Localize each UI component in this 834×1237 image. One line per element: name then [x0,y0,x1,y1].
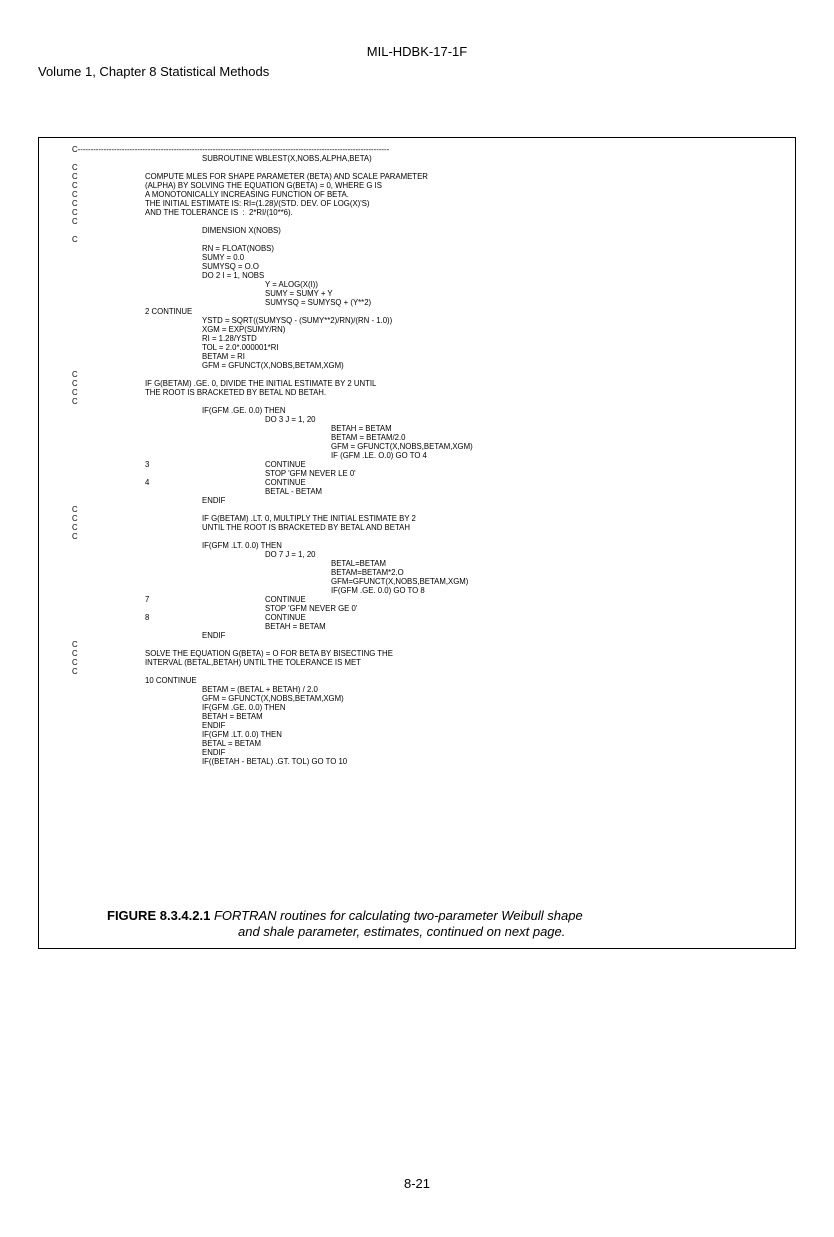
code-line-text: IF G(BETAM) .GE. 0, DIVIDE THE INITIAL ESTIMATE BY 2 UNTIL [145,379,377,388]
code-line: SUMY = 0.0 [202,253,245,262]
code-line: SUMY = SUMY + Y [265,289,333,298]
code-line: 2 CONTINUE [145,307,193,316]
code-line: IF(GFM .GE. 0.0) GO TO 8 [331,586,425,595]
code-line: C [72,667,78,676]
code-line: BETAH = BETAM [331,424,392,433]
code-line: GFM=GFUNCT(X,NOBS,BETAM,XGM) [331,577,469,586]
code-line: ENDIF [202,496,226,505]
code-line-text: A MONOTONICALLY INCREASING FUNCTION OF BETA. [145,190,349,199]
code-line: 7 [145,595,150,604]
code-line-text: CONTINUE [265,595,306,604]
code-line: GFM = GFUNCT(X,NOBS,BETAM,XGM) [202,694,344,703]
code-line: ENDIF [202,721,226,730]
code-line-text: (ALPHA) BY SOLVING THE EQUATION G(BETA) = 0, WHERE G IS [145,181,382,190]
code-line: TOL = 2.0*.000001*RI [202,343,279,352]
code-line: C [72,379,78,388]
code-line: C [72,181,78,190]
figure-caption-line-1: FORTRAN routines for calculating two-parameter Weibull shape [213,908,583,923]
code-line: 10 CONTINUE [145,676,197,685]
code-line: STOP 'GFM NEVER LE 0' [265,469,356,478]
fortran-code-listing [39,138,795,948]
code-line: DO 7 J = 1, 20 [265,550,316,559]
code-line: IF(GFM .GE. 0.0) THEN [202,406,286,415]
code-line: IF(GFM .LT. 0.0) THEN [202,541,282,550]
code-line: C [72,532,78,541]
code-line: C [72,658,78,667]
code-line: IF (GFM .LE. O.0) GO TO 4 [331,451,427,460]
code-line-text: COMPUTE MLES FOR SHAPE PARAMETER (BETA) AND SCALE PARAMETER [145,172,428,181]
code-line: C [72,190,78,199]
code-line: SUMYSQ = SUMYSQ + (Y**2) [265,298,372,307]
code-line: 3 [145,460,150,469]
code-line-text: CONTINUE [265,478,306,487]
code-line: C [72,172,78,181]
code-line: RI = 1.28/YSTD [202,334,257,343]
code-line: BETAH = BETAM [202,712,263,721]
code-line: BETAL = BETAM [202,739,261,748]
code-line: ENDIF [202,748,226,757]
document-id: MIL-HDBK-17-1F [366,44,468,59]
code-line: C [72,523,78,532]
code-line: IF(GFM .GE. 0.0) THEN [202,703,286,712]
code-line: BETAH = BETAM [265,622,326,631]
code-line: C [72,199,78,208]
figure-caption [107,908,583,939]
code-line: C [72,370,78,379]
code-line: DO 3 J = 1, 20 [265,415,316,424]
code-line-text: IF G(BETAM) .LT. 0, MULTIPLY THE INITIAL ESTIMATE BY 2 [202,514,416,523]
code-line: YSTD = SQRT((SUMYSQ - (SUMY**2)/RN)/(RN - 1.0)) [202,316,393,325]
code-line: XGM = EXP(SUMY/RN) [202,325,286,334]
code-line-text: INTERVAL (BETAL,BETAH) UNTIL THE TOLERANCE IS MET [145,658,361,667]
code-line: C [72,397,78,406]
figure-box [38,137,796,949]
code-line: Y = ALOG(X(I)) [265,280,318,289]
code-line: BETAL=BETAM [331,559,386,568]
code-line: SUBROUTINE WBLEST(X,NOBS,ALPHA,BETA) [202,154,372,163]
code-line: RN = FLOAT(NOBS) [202,244,274,253]
code-line: STOP 'GFM NEVER GE 0' [265,604,358,613]
code-line: C [72,514,78,523]
code-line-text: UNTIL THE ROOT IS BRACKETED BY BETAL AND BETAH [202,523,410,532]
code-line: C [72,388,78,397]
code-line: BETAM=BETAM*2.O [331,568,404,577]
volume-chapter-header: Volume 1, Chapter 8 Statistical Methods [38,64,270,79]
code-line: BETAL - BETAM [265,487,323,496]
code-line-text: SOLVE THE EQUATION G(BETA) = O FOR BETA BY BISECTING THE [145,649,393,658]
code-line: C------------------------------------------------------------------------------------------------------------------------ [72,145,390,154]
code-line: 4 [145,478,150,487]
code-line: C [72,235,78,244]
code-line: DIMENSION X(NOBS) [202,226,281,235]
figure-label: FIGURE 8.3.4.2.1 [107,908,211,923]
code-line: ENDIF [202,631,226,640]
code-line-text: AND THE TOLERANCE IS : 2*RI/(10**6). [145,208,293,217]
code-line: C [72,640,78,649]
figure-caption-line-2: and shale parameter, estimates, continued on next page. [238,924,566,939]
code-line: BETAM = RI [202,352,245,361]
page-number: 8-21 [403,1176,431,1191]
code-line: C [72,163,78,172]
code-line: BETAM = BETAM/2.0 [331,433,406,442]
code-line: DO 2 I = 1, NOBS [202,271,265,280]
code-line: C [72,505,78,514]
code-line: IF((BETAH - BETAL) .GT. TOL) GO TO 10 [202,757,348,766]
code-line: 8 [145,613,150,622]
code-line: SUMYSQ = O.O [202,262,259,271]
code-line-text: CONTINUE [265,460,306,469]
code-line: GFM = GFUNCT(X,NOBS,BETAM,XGM) [202,361,344,370]
code-line: IF(GFM .LT. 0.0) THEN [202,730,282,739]
code-line-text: THE INITIAL ESTIMATE IS: RI=(1.28)/(STD. DEV. OF LOG(X)'S) [145,199,370,208]
code-line: GFM = GFUNCT(X,NOBS,BETAM,XGM) [331,442,473,451]
code-line: C [72,649,78,658]
code-line: C [72,217,78,226]
code-line: BETAM = (BETAL + BETAH) / 2.0 [202,685,318,694]
code-line: C [72,208,78,217]
code-line-text: CONTINUE [265,613,306,622]
code-line-text: THE ROOT IS BRACKETED BY BETAL ND BETAH. [145,388,327,397]
